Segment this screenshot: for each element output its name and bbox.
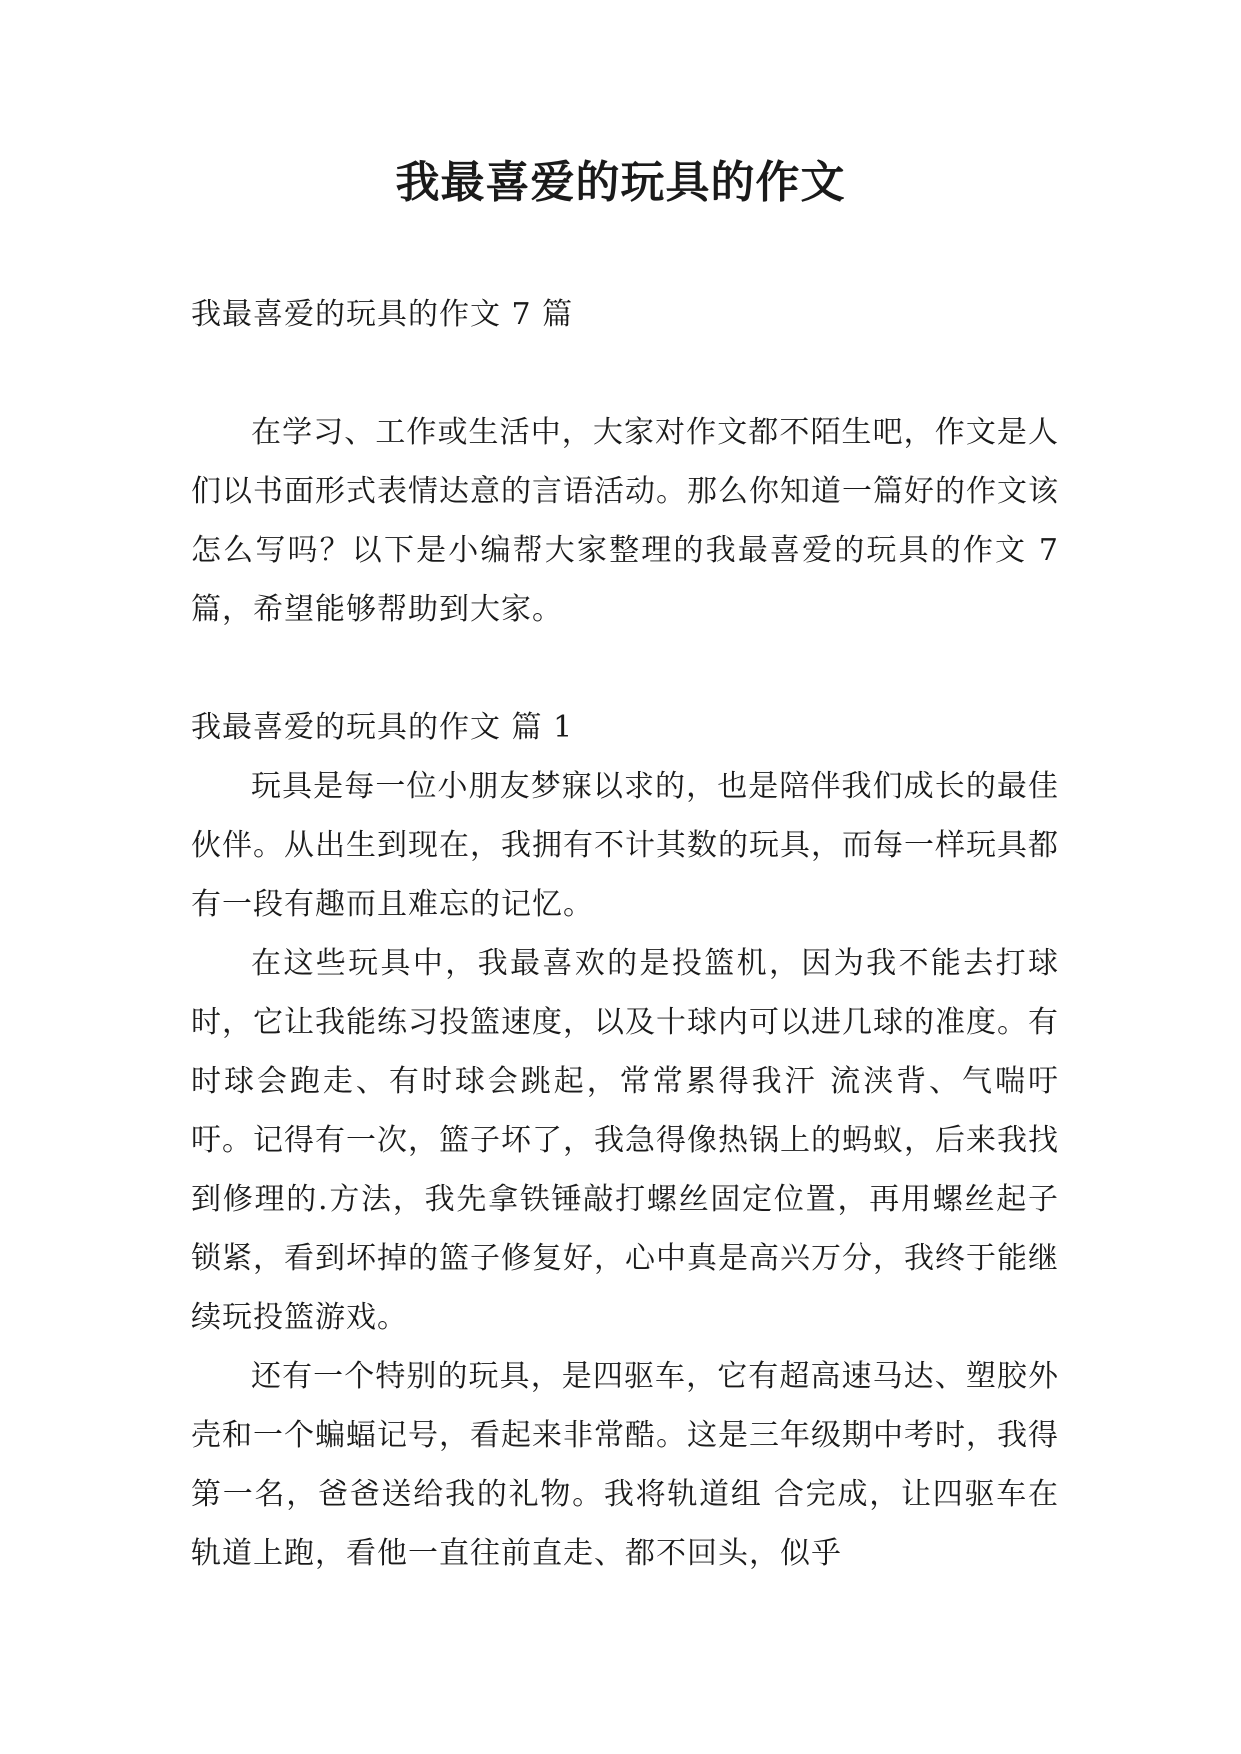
- intro-paragraph: 在学习、工作或生活中，大家对作文都不陌生吧，作文是人们以书面形式表情达意的言语活动。那么你知道一篇好的作文该怎么写吗？以下是小编帮大家整理的我最喜爱的玩具的作文 7 篇，希望能够帮助到大家。: [191, 415, 1059, 627]
- spacer: [191, 639, 1059, 698]
- body-paragraph: 玩具是每一位小朋友梦寐以求的，也是陪伴我们成长的最佳伙伴。从出生到现在，我拥有不计其数的玩具，而每一样玩具都有一段有趣而且难忘的记忆。: [191, 769, 1059, 922]
- document-body: [191, 285, 1059, 1583]
- document-title: 我最喜爱的玩具的作文: [395, 157, 846, 208]
- spacer: [191, 344, 1059, 403]
- body-paragraph: 在这些玩具中，我最喜欢的是投篮机，因为我不能去打球时，它让我能练习投篮速度，以及十球内可以进几球的准度。有时球会跑走、有时球会跳起，常常累得我汗 流浃背、气喘吁吁。记得有一次，篮子坏了，我急得像热锅上的蚂蚁，后来我找到修理的.方法，我先拿铁锤敲打螺丝固定位置，再用螺丝起子锁紧，看到坏掉的篮子修复好，心中真是高兴万分，我终于能继续玩投篮游戏。: [191, 946, 1059, 1335]
- document-subtitle: 我最喜爱的玩具的作文 7 篇: [191, 297, 574, 332]
- section-heading: 我最喜爱的玩具的作文 篇 1: [191, 710, 574, 745]
- body-paragraph: 还有一个特别的玩具，是四驱车，它有超高速马达、塑胶外壳和一个蝙蝠记号，看起来非常酷。这是三年级期中考时，我得第一名，爸爸送给我的礼物。我将轨道组 合完成，让四驱车在轨道上跑，看他一直往前直走、都不回头，似乎: [191, 1359, 1059, 1571]
